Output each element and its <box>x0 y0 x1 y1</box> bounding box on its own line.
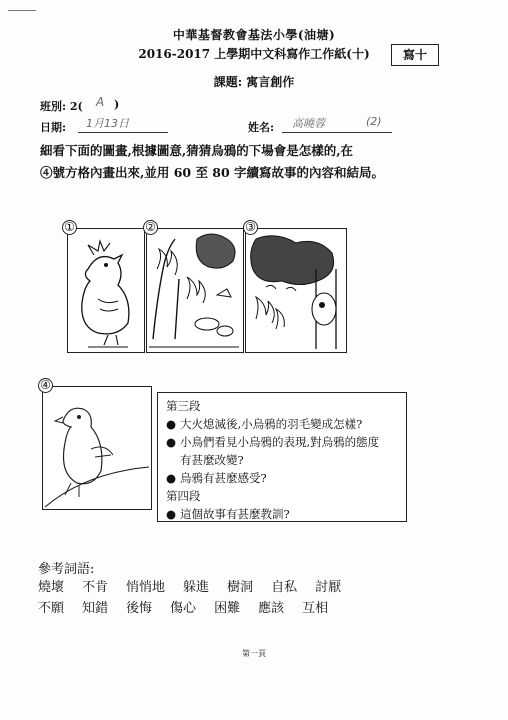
date-label: 日期: <box>40 121 67 134</box>
vocab-word: 後悔 <box>126 601 153 616</box>
vocab-word: 燒壞 <box>38 580 65 595</box>
name-value[interactable]: 高曉蓉 <box>292 117 325 130</box>
guiding-questions <box>157 392 407 522</box>
bullet: ● <box>166 471 177 485</box>
section-4-heading: 第四段 <box>166 489 201 503</box>
vocab-row-1 <box>38 577 438 598</box>
forest-fire-drawing <box>147 229 243 352</box>
panel-label-4: ④ <box>38 378 53 393</box>
vocab-word: 討厭 <box>315 580 342 595</box>
comic-panel-3 <box>245 228 347 353</box>
instruction <box>40 140 480 184</box>
comic-panel-2 <box>146 228 244 353</box>
vocab-word: 樹洞 <box>227 580 254 595</box>
bullet: ● <box>166 435 177 449</box>
bullet: ● <box>166 417 177 431</box>
vocab-word: 傷心 <box>170 601 197 616</box>
page-number: 第一頁 <box>242 649 266 658</box>
date-value[interactable]: 1月13日 <box>86 117 129 130</box>
section-3-heading: 第三段 <box>166 399 201 413</box>
panel-label-1: ① <box>62 220 77 235</box>
topic-title: 課題: 寓言創作 <box>213 75 295 89</box>
question-item: ● 烏鴉有甚麼感受? <box>166 471 267 485</box>
class-value[interactable]: A <box>96 95 105 109</box>
school-name: 中華基督教會基法小學(油塘) <box>172 28 336 42</box>
question-item: ● 小鳥們看見小烏鴉的表現,對烏鴉的態度 <box>166 435 380 449</box>
worksheet-code: 寫十 <box>391 44 439 66</box>
class-number[interactable]: (2) <box>366 115 382 128</box>
crow-in-tree-drawing <box>246 229 346 352</box>
vocab-word: 困難 <box>214 601 241 616</box>
vocab-word: 自私 <box>271 580 298 595</box>
class-close: ) <box>114 98 120 111</box>
question-item-continued: 有甚麼改變? <box>180 453 244 467</box>
vocab-row-2 <box>38 598 438 619</box>
vocab-word: 應該 <box>258 601 285 616</box>
instruction-line-2: ④號方格內畫出來,並用 60 至 80 字續寫故事的內容和結局。 <box>40 165 385 180</box>
corner-mark <box>8 10 36 11</box>
vocab-list <box>38 577 438 619</box>
bullet: ● <box>166 507 177 521</box>
vocab-word: 悄悄地 <box>126 580 166 595</box>
name-underline <box>282 132 392 133</box>
comic-panel-4[interactable] <box>42 386 152 510</box>
crow-proud-drawing <box>68 229 144 352</box>
question-item: ● 這個故事有甚麼教訓? <box>166 507 290 521</box>
panel-label-3: ③ <box>243 220 258 235</box>
vocab-word: 知錯 <box>82 601 109 616</box>
vocab-word: 躲進 <box>183 580 210 595</box>
panel-label-2: ② <box>143 220 158 235</box>
vocab-word: 不願 <box>38 601 65 616</box>
vocab-title: 參考詞語: <box>38 562 95 577</box>
name-label: 姓名: <box>248 121 275 134</box>
vocab-word: 互相 <box>302 601 329 616</box>
worksheet-title: 2016-2017 上學期中文科寫作工作紙(十) <box>138 47 370 61</box>
class-label: 班別: 2( <box>40 100 83 113</box>
vocab-word: 不肯 <box>82 580 109 595</box>
student-crow-drawing <box>43 387 151 509</box>
question-item: ● 大火熄滅後,小烏鴉的羽毛變成怎樣? <box>166 417 363 431</box>
instruction-line-1: 細看下面的圖畫,根據圖意,猜猜烏鴉的下場會是怎樣的,在 <box>40 143 354 158</box>
comic-panel-1 <box>67 228 145 353</box>
date-underline <box>78 132 168 133</box>
